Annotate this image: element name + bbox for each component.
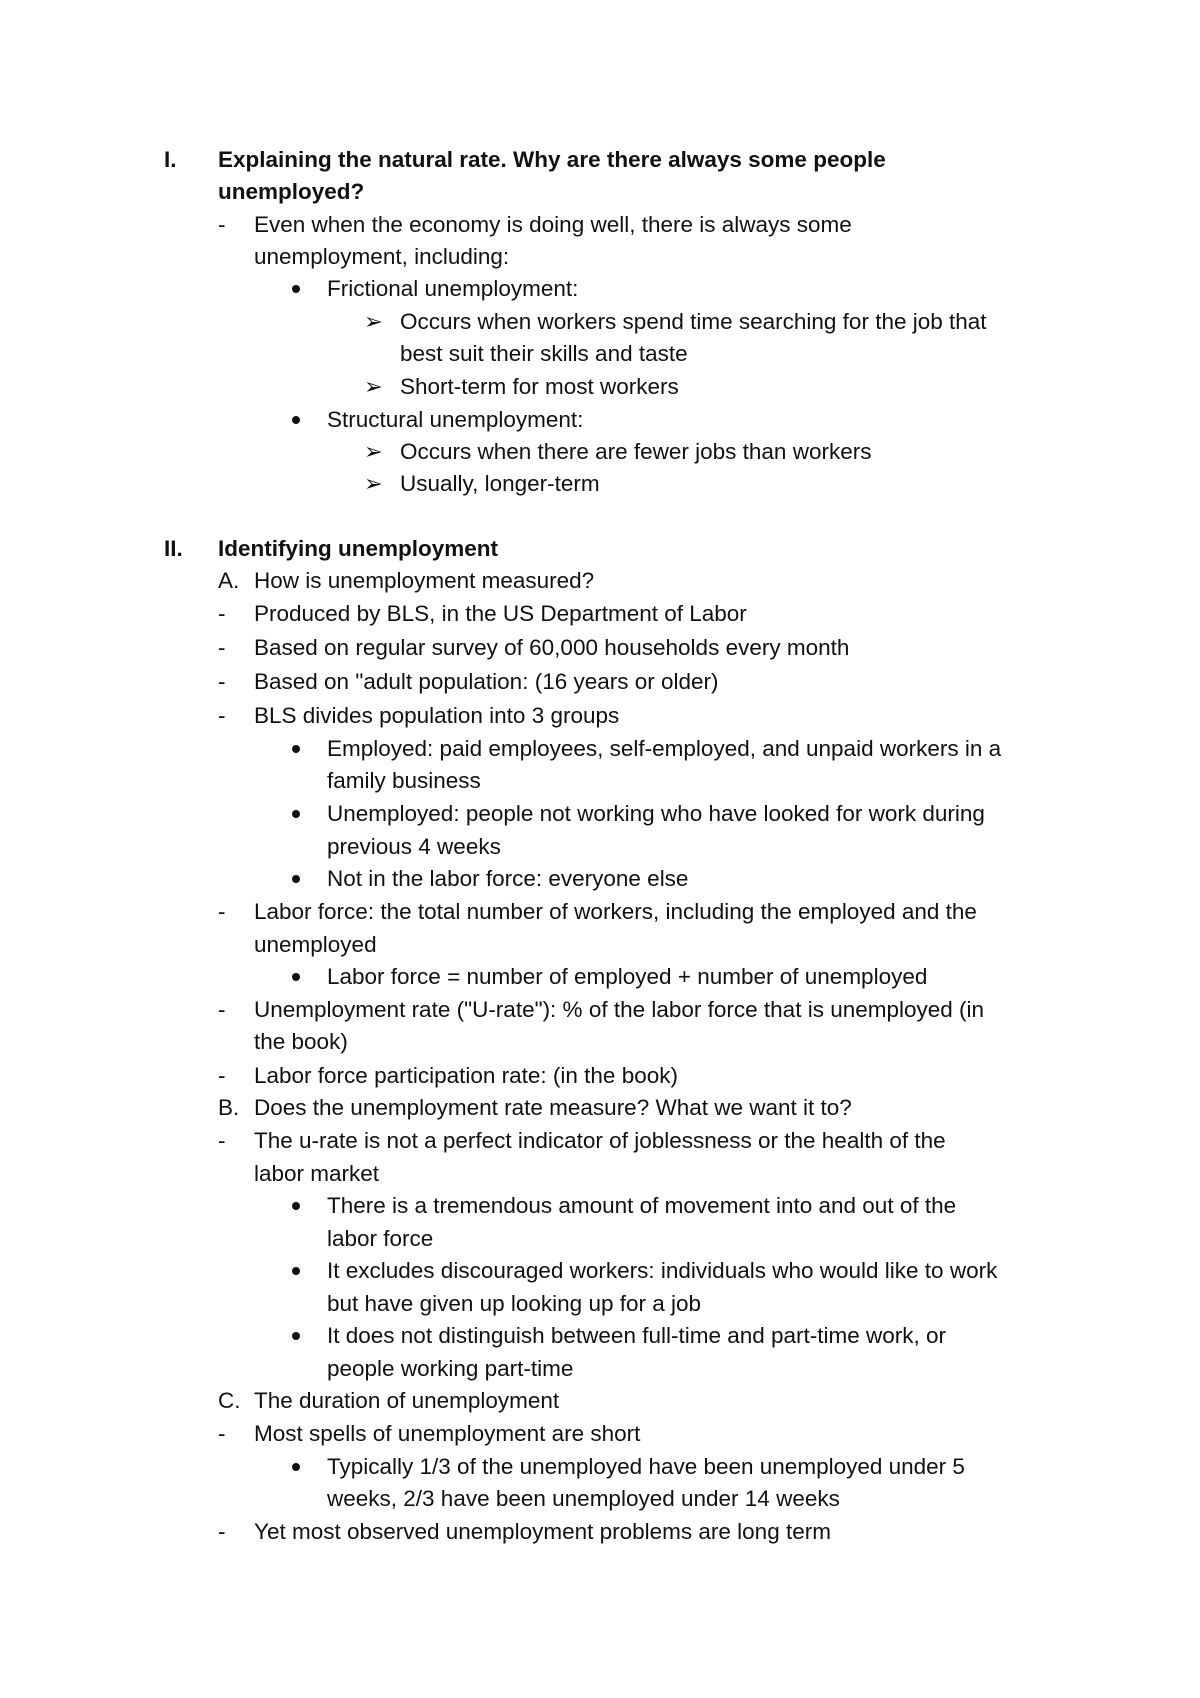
bullet-icon — [290, 961, 302, 993]
dash-marker: - — [218, 1063, 226, 1088]
subsection-heading: How is unemployment measured? — [254, 568, 595, 593]
list-item-text: Short-term for most workers — [400, 374, 679, 399]
list-item-text: but have given up looking up for a job — [327, 1291, 702, 1316]
bullet-icon — [290, 404, 302, 436]
dash-marker: - — [218, 212, 226, 237]
list-item-text: There is a tremendous amount of movement into and out of the — [327, 1193, 957, 1218]
list-item-text: Based on "adult population: (16 years or older) — [254, 669, 719, 694]
subsection-heading: The duration of unemployment — [254, 1388, 560, 1413]
list-item-text: Occurs when there are fewer jobs than workers — [400, 439, 872, 464]
section-title: Identifying unemployment — [218, 536, 499, 561]
bullet-icon — [290, 273, 302, 305]
bullet-icon — [290, 1320, 302, 1352]
dash-marker: - — [218, 1128, 226, 1153]
subsection-letter: C. — [218, 1388, 241, 1413]
dash-marker: - — [218, 1519, 226, 1544]
list-item-text: people working part-time — [327, 1356, 574, 1381]
dash-marker: - — [218, 997, 226, 1022]
list-item-text: best suit their skills and taste — [400, 341, 688, 366]
list-item-text: It excludes discouraged workers: individuals who would like to work — [327, 1258, 998, 1283]
bullet-icon — [290, 1255, 302, 1287]
list-item-text: Structural unemployment: — [327, 407, 584, 432]
arrow-bullet-icon: ➢ — [364, 471, 383, 496]
list-item-text: Employed: paid employees, self-employed, and unpaid workers in a — [327, 736, 1002, 761]
bullet-icon — [290, 733, 302, 765]
dash-marker: - — [218, 899, 226, 924]
list-item-text: It does not distinguish between full-time and part-time work, or — [327, 1323, 947, 1348]
section-title: Explaining the natural rate. Why are there always some people — [218, 147, 886, 172]
list-item-text: Usually, longer-term — [400, 471, 600, 496]
list-item-text: weeks, 2/3 have been unemployed under 14 weeks — [327, 1486, 840, 1511]
list-item-text: unemployed — [254, 932, 377, 957]
list-item-text: labor force — [327, 1226, 434, 1251]
section-numeral: I. — [164, 147, 177, 172]
list-item-text: BLS divides population into 3 groups — [254, 703, 620, 728]
arrow-bullet-icon: ➢ — [364, 374, 383, 399]
dash-marker: - — [218, 1421, 226, 1446]
list-item-text: Unemployment rate ("U-rate"): % of the labor force that is unemployed (in — [254, 997, 985, 1022]
arrow-bullet-icon: ➢ — [364, 309, 383, 334]
list-item-text: Most spells of unemployment are short — [254, 1421, 641, 1446]
list-item-text: family business — [327, 768, 481, 793]
list-item-text: Frictional unemployment: — [327, 276, 579, 301]
list-item-text: Typically 1/3 of the unemployed have been unemployed under 5 — [327, 1454, 965, 1479]
list-item-text: the book) — [254, 1029, 348, 1054]
list-item-text: Labor force participation rate: (in the book) — [254, 1063, 678, 1088]
list-item-text: Not in the labor force: everyone else — [327, 866, 689, 891]
list-item-text: Occurs when workers spend time searching for the job that — [400, 309, 987, 334]
dash-marker: - — [218, 635, 226, 660]
subsection-letter: A. — [218, 568, 240, 593]
list-item-text: Based on regular survey of 60,000 households every month — [254, 635, 850, 660]
list-item-text: Yet most observed unemployment problems are long term — [254, 1519, 831, 1544]
bullet-icon — [290, 863, 302, 895]
bullet-icon — [290, 798, 302, 830]
section-title: unemployed? — [218, 179, 365, 204]
subsection-letter: B. — [218, 1095, 240, 1120]
dash-marker: - — [218, 601, 226, 626]
dash-marker: - — [218, 669, 226, 694]
section-numeral: II. — [164, 536, 183, 561]
subsection-heading: Does the unemployment rate measure? What we want it to? — [254, 1095, 852, 1120]
bullet-icon — [290, 1190, 302, 1222]
list-item-text: Labor force = number of employed + number of unemployed — [327, 964, 928, 989]
list-item-text: Labor force: the total number of workers, including the employed and the — [254, 899, 977, 924]
list-item-text: Produced by BLS, in the US Department of Labor — [254, 601, 747, 626]
list-item-text: labor market — [254, 1161, 380, 1186]
list-item-text: unemployment, including: — [254, 244, 510, 269]
dash-marker: - — [218, 703, 226, 728]
list-item-text: previous 4 weeks — [327, 834, 501, 859]
list-item-text: Unemployed: people not working who have looked for work during — [327, 801, 985, 826]
bullet-icon — [290, 1451, 302, 1483]
arrow-bullet-icon: ➢ — [364, 439, 383, 464]
list-item-text: Even when the economy is doing well, there is always some — [254, 212, 852, 237]
list-item-text: The u-rate is not a perfect indicator of joblessness or the health of the — [254, 1128, 946, 1153]
